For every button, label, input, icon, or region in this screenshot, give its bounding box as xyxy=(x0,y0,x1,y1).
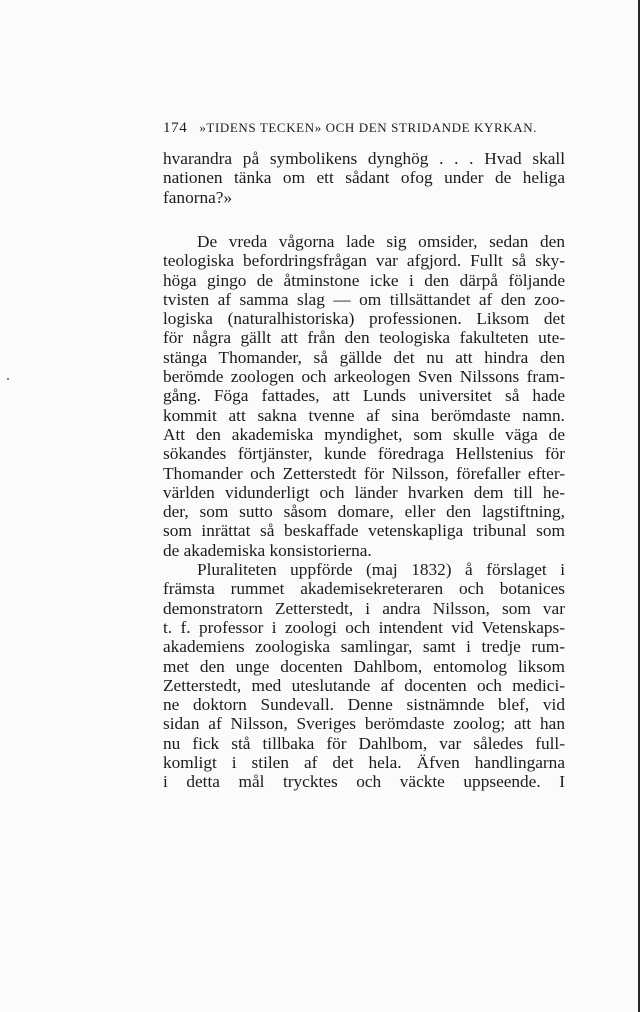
text-line: berömde zoologen och arkeologen Sven Nilssons fram- xyxy=(163,367,565,387)
text-line: sökandes förtjänster, kunde föredraga Hellstenius för xyxy=(163,444,565,464)
running-title: »TIDENS TECKEN» OCH DEN STRIDANDE KYRKAN. xyxy=(199,120,538,135)
text-line: t. f. professor i zoologi och intendent vid Vetenskaps- xyxy=(163,617,565,637)
paragraph-continuation xyxy=(163,149,565,207)
text-line: der, som sutto såsom domare, eller den lagstiftning, xyxy=(163,502,565,522)
text-line: tvisten af samma slag — om tillsättandet af den zoo- xyxy=(163,289,565,309)
text-line: De vreda vågorna lade sig omsider, sedan den xyxy=(197,232,565,251)
text-line: nu fick stå tillbaka för Dahlbom, var således full- xyxy=(163,733,565,753)
text-line: hvarandra på symbolikens dynghög . . . Hvad skall xyxy=(163,149,565,168)
text-line: Zetterstedt, med uteslutande af docenten och medici- xyxy=(163,675,565,695)
text-line: Pluraliteten uppförde (maj 1832) å förslaget i xyxy=(197,560,565,580)
text-line: de akademiska konsistorierna. xyxy=(163,540,372,560)
text-line: främsta rummet akademisekreteraren och botanices xyxy=(163,579,565,599)
text-line: som inrättat så beskaffade vetenskapliga tribunal som xyxy=(163,521,565,541)
running-header xyxy=(163,120,563,137)
text-line: höga gingo de åtminstone icke i den därpå följande xyxy=(163,270,565,290)
text-line: komligt i stilen af det hela. Äfven handlingarna xyxy=(163,753,565,773)
text-line: teologiska befordringsfrågan var afgjord. Fullt så sky- xyxy=(163,251,565,271)
paragraph xyxy=(163,560,565,792)
body-text xyxy=(163,232,565,792)
text-line: Thomander och Zetterstedt för Nilsson, förefaller efter- xyxy=(163,463,565,483)
text-line: met den unge docenten Dahlbom, entomolog liksom xyxy=(163,656,565,676)
text-line: demonstratorn Zetterstedt, i andra Nilsson, som var xyxy=(163,598,565,618)
text-line: gång. Föga fattades, att Lunds universitet så hade xyxy=(163,386,565,406)
margin-mark xyxy=(7,378,9,380)
text-line: kommit att sakna tvenne af sina berömdaste namn. xyxy=(163,405,565,425)
text-line: akademiens zoologiska samlingar, samt i tredje rum- xyxy=(163,637,565,657)
text-line: i detta mål trycktes och väckte uppseende. I xyxy=(163,772,565,792)
text-line: ne doktorn Sundevall. Denne sistnämnde blef, vid xyxy=(163,695,565,715)
paragraph xyxy=(163,232,565,560)
text-line: fanorna?» xyxy=(163,187,233,207)
page-number: 174 xyxy=(163,120,188,136)
text-line: logiska (naturalhistoriska) professionen. Liksom det xyxy=(163,309,565,329)
text-line: nationen tänka om ett sådant ofog under de heliga xyxy=(163,168,565,188)
text-line: för några gällt att från den teologiska fakulteten ute- xyxy=(163,328,565,348)
text-line: världen vidunderligt och länder hvarken dem till he- xyxy=(163,482,565,502)
text-line: sidan af Nilsson, Sveriges berömdaste zoolog; att han xyxy=(163,714,565,734)
text-line: Att den akademiska myndighet, som skulle väga de xyxy=(163,424,565,444)
text-line: stänga Thomander, så gällde det nu att hindra den xyxy=(163,347,565,367)
